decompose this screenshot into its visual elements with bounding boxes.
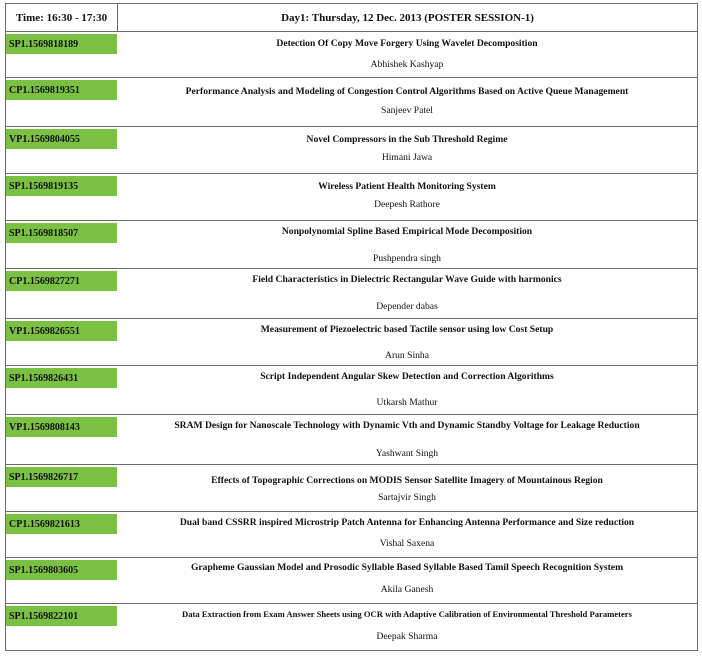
author-name: Yashwant Singh: [375, 448, 439, 459]
table-row: [6, 604, 697, 650]
paper-id: SP1.1569819135: [6, 176, 117, 196]
header-row: [6, 4, 697, 32]
paper-title: Novel Compressors in the Sub Threshold Regime: [306, 134, 508, 145]
paper-id: VP1.1569804055: [6, 129, 117, 149]
author-name: Arun Sinha: [385, 350, 429, 361]
paper-id: CP1.1569821613: [6, 514, 117, 534]
paper-title: Data Extraction from Exam Answer Sheets using OCR with Adaptive Calibration of Environmental Threshold Parameters: [182, 609, 632, 619]
session-title: Day1: Thursday, 12 Dec. 2013 (POSTER SESSION-1): [281, 11, 534, 24]
author-name: Abhishek Kashyap: [370, 59, 444, 70]
table-row: [6, 32, 697, 78]
paper-id: SP1.1569826717: [6, 467, 117, 487]
author-name: Sartajvir Singh: [378, 492, 436, 503]
paper-id: SP1.1569826431: [6, 368, 117, 388]
author-name: Utkarsh Mathur: [376, 397, 438, 408]
paper-id: CP1.1569827271: [6, 271, 117, 291]
paper-title: SRAM Design for Nanoscale Technology with Dynamic Vth and Dynamic Standby Voltage for Leakage Reduction: [174, 420, 640, 431]
paper-title: Measurement of Piezoelectric based Tactile sensor using low Cost Setup: [260, 324, 554, 335]
author-name: Akila Ganesh: [380, 584, 434, 595]
table-row: [6, 174, 697, 221]
author-name: Sanjeev Patel: [381, 105, 433, 116]
paper-id: SP1.1569818189: [6, 34, 117, 54]
table-row: [6, 78, 697, 127]
table-row: [6, 366, 697, 415]
paper-id: CP1.1569819351: [6, 80, 117, 100]
table-row: [6, 221, 697, 269]
paper-id: VP1.1569808143: [6, 417, 117, 437]
paper-title: Dual band CSSRR inspired Microstrip Patch Antenna for Enhancing Antenna Performance and Size reduction: [179, 517, 635, 528]
paper-title: Effects of Topographic Corrections on MODIS Sensor Satellite Imagery of Mountainous Region: [211, 475, 603, 486]
paper-title: Grapheme Gaussian Model and Prosodic Syllable Based Syllable Based Tamil Speech Recognition System: [190, 562, 624, 573]
author-name: Himani Jawa: [381, 152, 433, 163]
paper-title: Wireless Patient Health Monitoring System: [318, 181, 496, 192]
table-row: [6, 558, 697, 604]
author-name: Depender dabas: [376, 301, 438, 312]
paper-id: SP1.1569803605: [6, 560, 117, 580]
paper-id: VP1.1569826551: [6, 321, 117, 341]
table-row: [6, 512, 697, 558]
time-slot: Time: 16:30 - 17:30: [6, 4, 118, 31]
table-row: [6, 127, 697, 174]
table-row: [6, 465, 697, 512]
table-row: [6, 319, 697, 366]
paper-title: Nonpolynomial Spline Based Empirical Mode Decomposition: [281, 226, 533, 237]
paper-title: Performance Analysis and Modeling of Congestion Control Algorithms Based on Active Queue Management: [185, 86, 629, 97]
author-name: Deepesh Rathore: [374, 199, 440, 210]
author-name: Vishal Saxena: [379, 538, 435, 549]
table-row: [6, 415, 697, 465]
paper-id: SP1.1569818507: [6, 223, 117, 243]
schedule-table: [5, 3, 698, 651]
table-row: [6, 269, 697, 319]
paper-title: Field Characteristics in Dielectric Rectangular Wave Guide with harmonics: [252, 274, 562, 285]
paper-title: Script Independent Angular Skew Detection and Correction Algorithms: [260, 371, 554, 382]
paper-id: SP1.1569822101: [6, 606, 117, 626]
author-name: Pushpendra singh: [373, 253, 441, 264]
paper-title: Detection Of Copy Move Forgery Using Wavelet Decomposition: [276, 38, 538, 49]
author-name: Deepak Sharma: [376, 631, 438, 642]
